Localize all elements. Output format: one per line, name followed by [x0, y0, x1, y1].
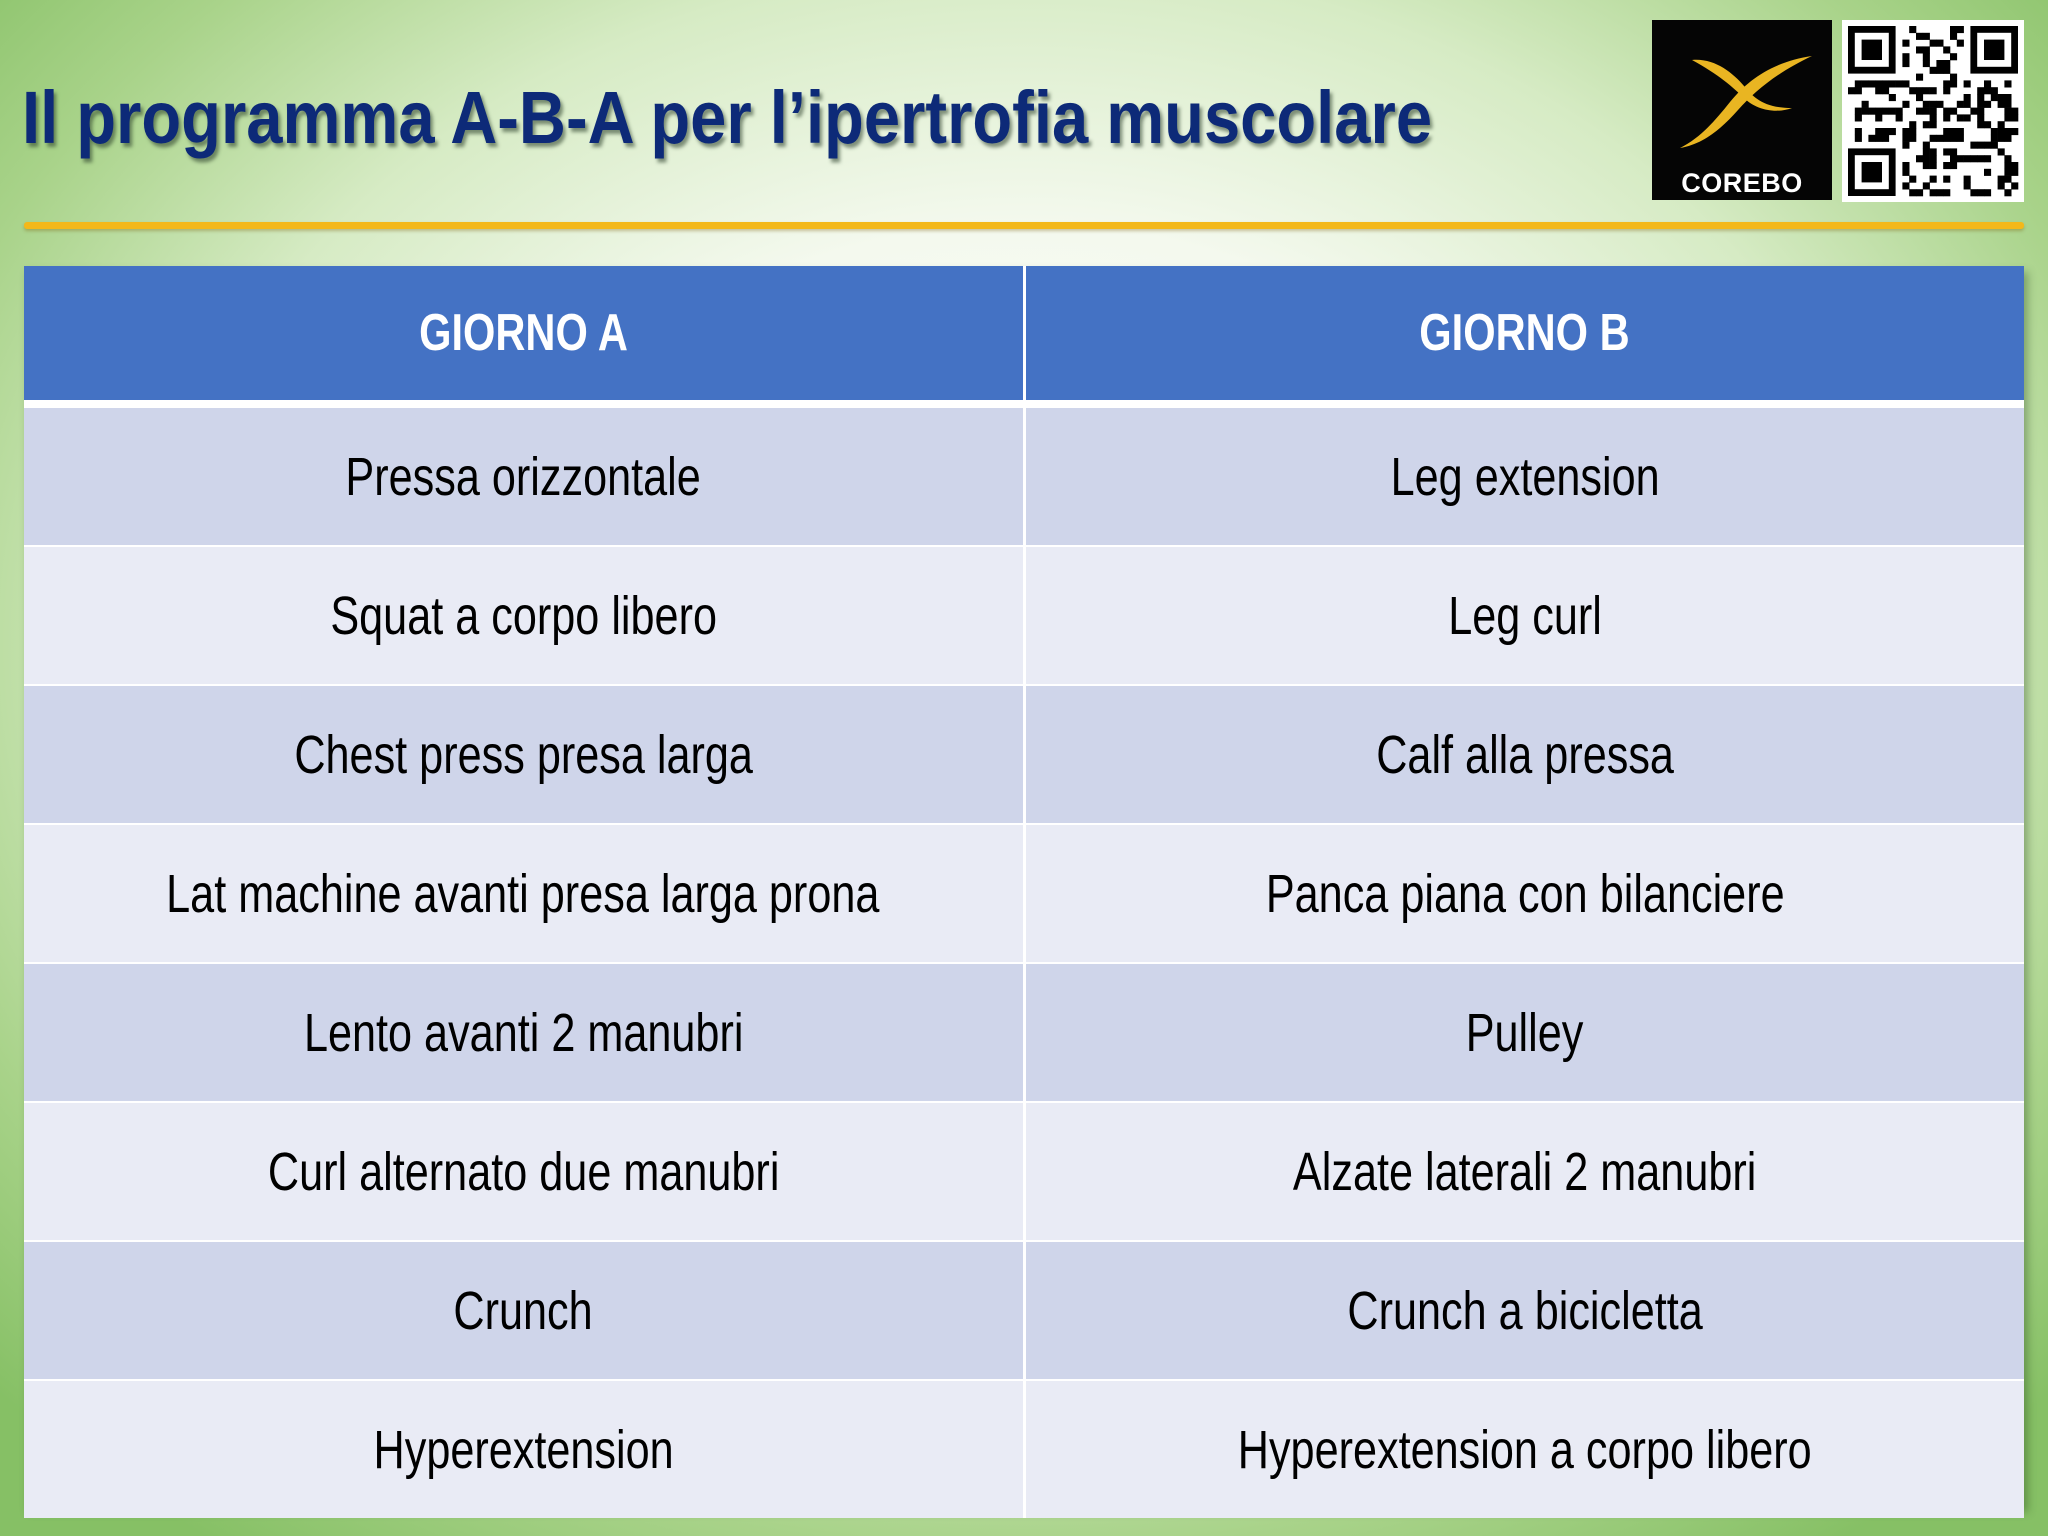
corebo-logo — [1652, 20, 1832, 200]
table-row — [24, 823, 2024, 962]
table-row — [24, 684, 2024, 823]
day-a-exercise: Lento avanti 2 manubri — [303, 1002, 743, 1063]
day-b-exercise: Calf alla pressa — [1023, 686, 2025, 823]
day-b-exercise: Hyperextension a corpo libero — [1023, 1381, 2025, 1518]
day-a-exercise: Hyperextension — [373, 1419, 674, 1480]
table-row — [24, 1379, 2024, 1518]
day-a-exercise: Pressa orizzontale — [345, 446, 701, 507]
workout-table — [24, 266, 2024, 1506]
day-b-exercise: Pulley — [1023, 964, 2025, 1101]
day-a-exercise: Curl alternato due manubri — [267, 1141, 779, 1202]
logo-wordmark: COREBO — [1681, 168, 1803, 198]
header-giorno-a: GIORNO A — [418, 304, 628, 362]
table-row — [24, 962, 2024, 1101]
day-b-exercise: Leg extension — [1023, 408, 2025, 545]
day-b-exercise: Crunch a bicicletta — [1023, 1242, 2025, 1379]
day-a-exercise: Squat a corpo libero — [329, 585, 717, 646]
day-b-exercise: Alzate laterali 2 manubri — [1023, 1103, 2025, 1240]
day-a-exercise: Lat machine avanti presa larga prona — [166, 863, 880, 924]
table-row — [24, 406, 2024, 545]
header-giorno-b: GIORNO B — [1023, 266, 2025, 400]
corebo-swoosh-icon — [1652, 20, 1832, 170]
table-row — [24, 545, 2024, 684]
day-a-exercise: Crunch — [453, 1280, 593, 1341]
table-row — [24, 1240, 2024, 1379]
day-b-exercise: Panca piana con bilanciere — [1023, 825, 2025, 962]
day-b-exercise: Leg curl — [1023, 547, 2025, 684]
day-a-exercise: Chest press presa larga — [293, 724, 753, 785]
table-row — [24, 1101, 2024, 1240]
table-header-row — [24, 266, 2024, 406]
slide-title: Il programma A-B-A per l’ipertrofia muscolare — [22, 76, 1433, 159]
title-divider — [24, 222, 2024, 229]
qr-code-icon — [1842, 20, 2024, 202]
